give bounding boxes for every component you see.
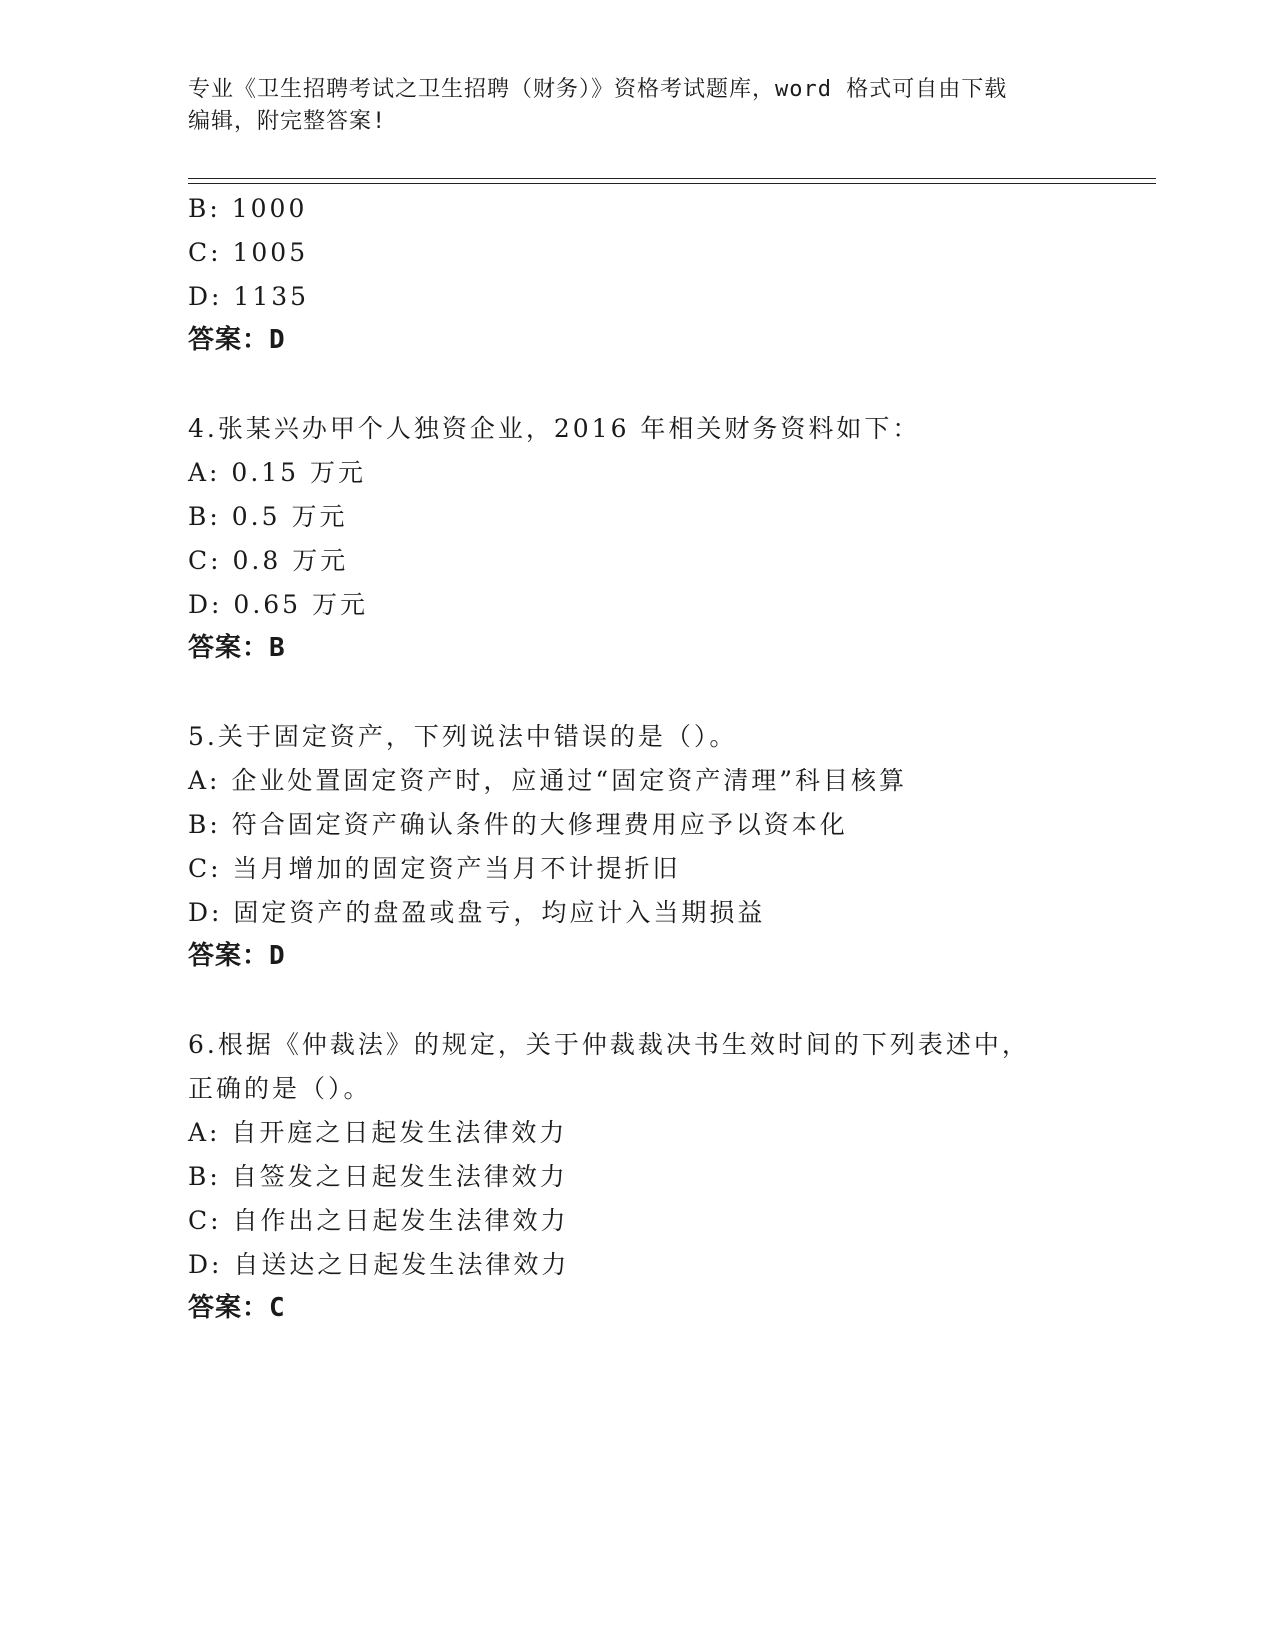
header-line-1: 专业《卫生招聘考试之卫生招聘（财务）》资格考试题库，word 格式可自由下载	[188, 77, 1008, 102]
header-divider-top	[188, 178, 1156, 179]
question-6-text-line-1: 6.根据《仲裁法》的规定，关于仲裁裁决书生效时间的下列表述中，	[188, 1030, 1030, 1059]
question-5-answer: 答案：D	[188, 941, 286, 971]
question-4-option-a: A: 0.15 万元	[188, 458, 367, 487]
option-c: C: 1005	[188, 238, 309, 267]
question-6-option-b: B: 自签发之日起发生法律效力	[188, 1162, 568, 1191]
question-5-text: 5.关于固定资产，下列说法中错误的是（）。	[188, 722, 738, 751]
question-4-text: 4.张某兴办甲个人独资企业，2016 年相关财务资料如下：	[188, 414, 921, 443]
question-6-option-d: D: 自送达之日起发生法律效力	[188, 1250, 570, 1279]
header-divider-bottom	[188, 183, 1156, 184]
question-4-option-c: C: 0.8 万元	[188, 546, 349, 575]
question-5-option-c: C: 当月增加的固定资产当月不计提折旧	[188, 854, 681, 883]
option-b: B: 1000	[188, 194, 308, 223]
question-5-option-a: A: 企业处置固定资产时，应通过“固定资产清理”科目核算	[188, 766, 907, 795]
question-4-option-d: D: 0.65 万元	[188, 590, 369, 619]
question-6-option-c: C: 自作出之日起发生法律效力	[188, 1206, 569, 1235]
page-header	[188, 74, 1088, 138]
question-5-option-b: B: 符合固定资产确认条件的大修理费用应予以资本化	[188, 810, 848, 839]
question-4-answer: 答案：B	[188, 633, 286, 663]
answer-line: 答案：D	[188, 325, 286, 355]
question-6-text-line-2: 正确的是（）。	[188, 1074, 372, 1103]
question-4-option-b: B: 0.5 万元	[188, 502, 348, 531]
option-d: D: 1135	[188, 282, 310, 311]
question-5-option-d: D: 固定资产的盘盈或盘亏，均应计入当期损益	[188, 898, 766, 927]
question-6-option-a: A: 自开庭之日起发生法律效力	[188, 1118, 568, 1147]
question-6-answer: 答案：C	[188, 1293, 286, 1323]
header-line-2: 编辑，附完整答案!	[188, 109, 387, 134]
